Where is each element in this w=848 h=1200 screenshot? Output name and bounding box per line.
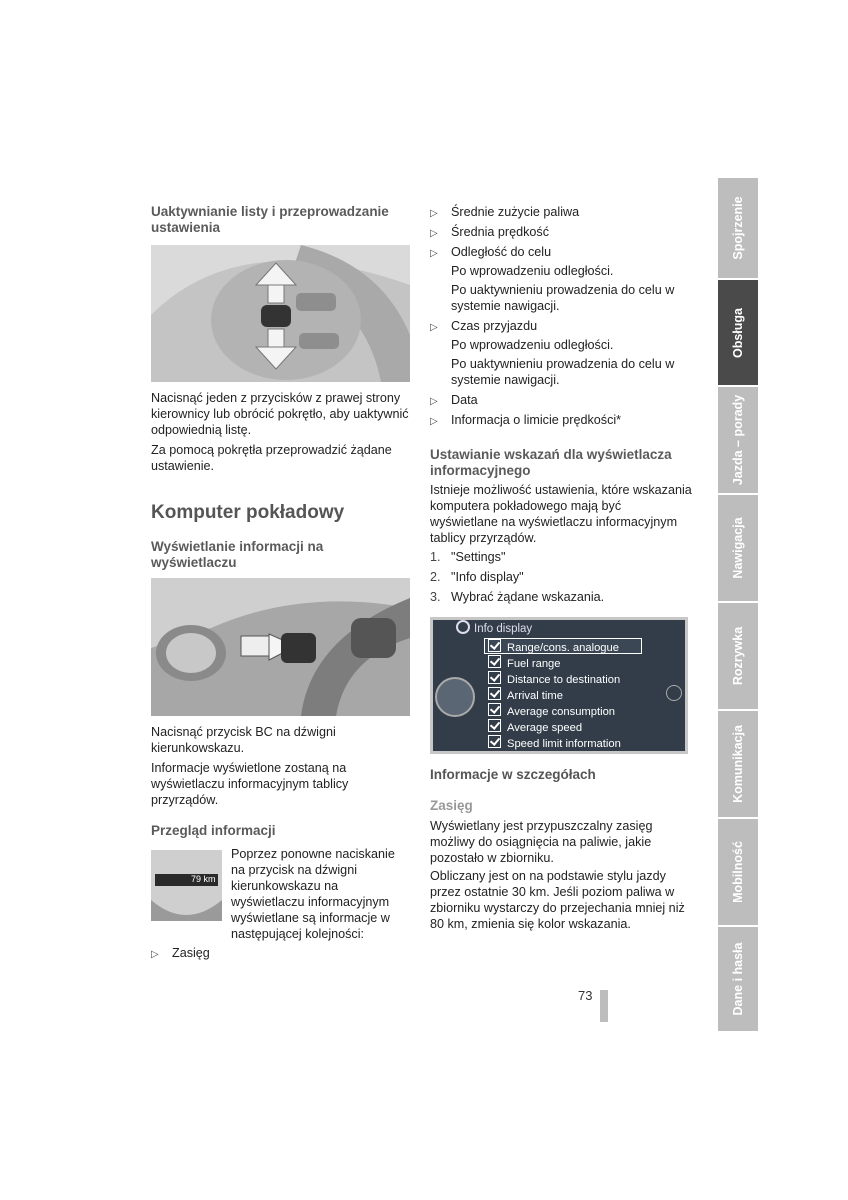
list-item: ▷ Średnie zużycie paliwa <box>430 204 690 220</box>
info-option[interactable]: Average consumption <box>488 703 615 719</box>
chapter-tab[interactable] <box>718 387 758 493</box>
controller-knob-icon <box>435 677 475 717</box>
chapter-tab-label: Mobilność <box>731 841 745 903</box>
chapter-tab[interactable] <box>718 711 758 817</box>
subsection-title-range: Zasięg <box>430 798 473 813</box>
checkbox-checked-icon[interactable] <box>488 703 501 716</box>
list-item: Po uaktywnieniu prowadzenia do celu w systemie nawigacji. <box>451 357 675 387</box>
section-title-display-info: Wyświetlanie informacji na wyświetlaczu <box>151 539 324 570</box>
triangle-bullet-icon: ▷ <box>430 208 438 219</box>
list-item: ▷ Data <box>430 392 690 408</box>
section-title-details: Informacje w szczegółach <box>430 767 596 782</box>
section-title-info-display-settings: Ustawianie wskazań dla wyświetlacza informacyjnego <box>430 447 672 478</box>
info-option[interactable]: Range/cons. analogue <box>488 639 619 655</box>
chapter-tab-label: Jazda – porady <box>731 394 745 486</box>
triangle-bullet-icon: ▷ <box>430 416 438 427</box>
paragraph-calculation: Obliczany jest on na podstawie stylu jazdy przez ostatnie 30 km. Jeśli poziom paliwa w zbiorniku wystarczy do przejechania mniej niż 80 km, zmienia się kolor wskazania. <box>430 869 685 931</box>
chapter-tab-label: Komunikacja <box>731 725 745 803</box>
paragraph-press-again: Poprzez ponowne naciskanie na przycisk na dźwigni kierunkowskazu na wyświetlaczu informacyjnym wyświetlane są informacje w następującej kolejności: <box>231 847 395 941</box>
chapter-tab-label: Obsługa <box>731 307 745 358</box>
checkbox-checked-icon[interactable] <box>488 687 501 700</box>
range-value: 79 km <box>191 874 216 884</box>
heading-onboard-computer: Komputer pokładowy <box>151 502 345 523</box>
info-display-screenshot <box>430 617 688 754</box>
scroll-indicator-icon <box>666 685 682 701</box>
list-item: ▷ Informacja o limicie prędkości* <box>430 412 690 428</box>
triangle-bullet-icon: ▷ <box>430 248 438 259</box>
steps-list <box>430 549 690 609</box>
triangle-bullet-icon: ▷ <box>151 949 159 960</box>
list-item: ▷ Czas przyjazdu <box>430 318 690 334</box>
info-option[interactable]: Distance to destination <box>488 671 620 687</box>
paragraph-info-shown: Informacje wyświetlone zostaną na wyświetlaczu informacyjnym tablicy przyrządów. <box>151 761 349 807</box>
checkbox-checked-icon[interactable] <box>488 735 501 748</box>
list-item: ▷ Zasięg <box>151 945 848 961</box>
list-item: Po wprowadzeniu odległości. <box>451 264 614 278</box>
triangle-bullet-icon: ▷ <box>430 228 438 239</box>
paragraph-adjust: Za pomocą pokrętła przeprowadzić żądane ustawienie. <box>151 443 392 473</box>
list-item: 3. Wybrać żądane wskazania. <box>430 590 605 604</box>
chapter-tab[interactable] <box>718 280 758 385</box>
info-option[interactable]: Speed limit information <box>488 735 621 751</box>
chapter-tab-label: Dane i hasła <box>731 942 745 1016</box>
checkbox-checked-icon[interactable] <box>488 655 501 668</box>
list-item: 2. "Info display" <box>430 570 524 584</box>
range-display-illustration <box>151 850 222 921</box>
chapter-tab-label: Spojrzenie <box>731 196 745 260</box>
list-item: 1. "Settings" <box>430 550 506 564</box>
chapter-tab[interactable] <box>718 495 758 601</box>
checkbox-checked-icon[interactable] <box>488 719 501 732</box>
chapter-tab[interactable] <box>718 819 758 925</box>
chapter-tab-label: Rozrywka <box>731 626 745 686</box>
chapter-tab[interactable] <box>718 927 758 1031</box>
turn-signal-illustration <box>151 578 410 716</box>
info-option[interactable]: Arrival time <box>488 687 563 703</box>
list-item: Po uaktywnieniu prowadzenia do celu w systemie nawigacji. <box>451 283 675 313</box>
steering-wheel-buttons-image <box>151 245 410 382</box>
chapter-tab[interactable] <box>718 178 758 278</box>
range-display-image <box>151 850 222 921</box>
screen-title: Info display <box>456 620 532 635</box>
list-item: ▷ Odległość do celu <box>430 244 690 260</box>
settings-gear-icon <box>456 620 470 634</box>
page-marker <box>600 990 608 1022</box>
paragraph-settings: Istnieje możliwość ustawienia, które wskazania komputera pokładowego mają być wyświetlane na wyświetlaczu informacyjnym tablicy przyrządów. <box>430 483 692 545</box>
info-option[interactable]: Average speed <box>488 719 582 735</box>
screen-items <box>488 637 668 749</box>
chapter-tab-label: Nawigacja <box>731 517 745 579</box>
list-item: ▷ Średnia prędkość <box>430 224 690 240</box>
paragraph-range: Wyświetlany jest przypuszczalny zasięg możliwy do osiągnięcia na paliwie, jakie pozostało w zbiorniku. <box>430 819 653 865</box>
checkbox-checked-icon[interactable] <box>488 639 501 652</box>
chapter-tab[interactable] <box>718 603 758 709</box>
bullet-list <box>430 204 690 432</box>
checkbox-checked-icon[interactable] <box>488 671 501 684</box>
page-number: 73 <box>578 988 593 1003</box>
paragraph-press-bc: Nacisnąć przycisk BC na dźwigni kierunkowskazu. <box>151 725 336 755</box>
triangle-bullet-icon: ▷ <box>430 322 438 333</box>
paragraph-activate: Nacisnąć jeden z przycisków z prawej strony kierownicy lub obrócić pokrętło, aby uaktywnić odpowiednią listę. <box>151 391 409 437</box>
turn-signal-lever-image <box>151 578 410 716</box>
list-item: Po wprowadzeniu odległości. <box>451 338 614 352</box>
triangle-bullet-icon: ▷ <box>430 396 438 407</box>
steering-wheel-illustration <box>151 245 410 382</box>
section-title-info-overview: Przegląd informacji <box>151 823 276 838</box>
section-title-activate-list: Uaktywnianie listy i przeprowadzanie ustawienia <box>151 204 389 235</box>
info-option[interactable]: Fuel range <box>488 655 561 671</box>
